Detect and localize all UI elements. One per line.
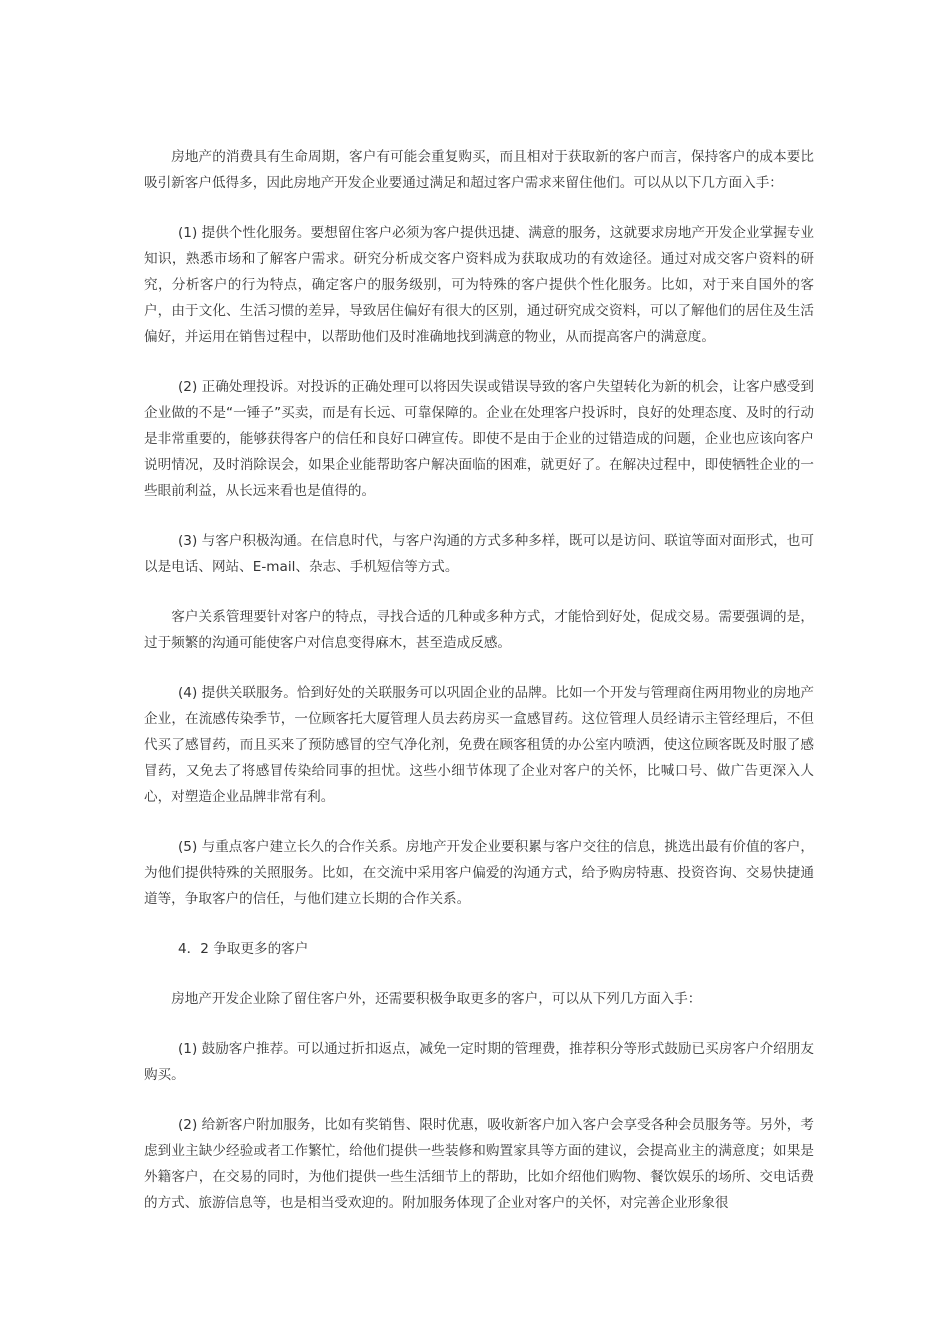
- crm-communication-paragraph: 客户关系管理要针对客户的特点，寻找合适的几种或多种方式，才能恰到好处，促成交易。需要强调的是，过于频繁的沟通可能使客户对信息变得麻木，甚至造成反感。: [144, 609, 814, 651]
- document-body: [144, 144, 814, 1240]
- item-additional-services: (2) 给新客户附加服务，比如有奖销售、限时优惠，吸收新客户加入客户会享受各种会员服务等。另外，考虑到业主缺少经验或者工作繁忙，给他们提供一些装修和购置家具等方面的建议，会提高业主的满意度；如果是外籍客户，在交易的同时，为他们提供一些生活细节上的帮助，比如介绍他们购物、餐饮娱乐的场所、交电话费的方式、旅游信息等，也是相当受欢迎的。附加服务体现了企业对客户的关怀，对完善企业形象很: [144, 1117, 814, 1211]
- item-handle-complaints: (2) 正确处理投诉。对投诉的正确处理可以将因失误或错误导致的客户失望转化为新的机会，让客户感受到企业做的不是“一锤子”买卖，而是有长远、可靠保障的。企业在处理客户投诉时，良好的处理态度、及时的行动是非常重要的，能够获得客户的信任和良好口碑宣传。即使不是由于企业的过错造成的问题，企业也应该向客户说明情况，及时消除误会，如果企业能帮助客户解决面临的困难，就更好了。在解决过程中，即使牺牲企业的一些眼前利益，从长远来看也是值得的。: [144, 379, 814, 499]
- section-heading: 4．2 争取更多的客户: [178, 941, 309, 957]
- intro-paragraph: 房地产的消费具有生命周期，客户有可能会重复购买，而且相对于获取新的客户而言，保持客户的成本要比吸引新客户低得多，因此房地产开发企业要通过满足和超过客户需求来留住他们。可以从以下几方面入手：: [144, 149, 814, 191]
- item-active-communication: (3) 与客户积极沟通。在信息时代，与客户沟通的方式多种多样，既可以是访问、联谊等面对面形式，也可以是电话、网站、E-mail、杂志、手机短信等方式。: [144, 533, 814, 575]
- item-long-term-cooperation: (5) 与重点客户建立长久的合作关系。房地产开发企业要积累与客户交往的信息，挑选出最有价值的客户，为他们提供特殊的关照服务。比如，在交流中采用客户偏爱的沟通方式，给予购房特惠、投资咨询、交易快捷通道等，争取客户的信任，与他们建立长期的合作关系。: [144, 839, 814, 907]
- item-related-services: (4) 提供关联服务。恰到好处的关联服务可以巩固企业的品牌。比如一个开发与管理商住两用物业的房地产企业，在流感传染季节，一位顾客托大厦管理人员去药房买一盒感冒药。这位管理人员经请示主管经理后，不但代买了感冒药，而且买来了预防感冒的空气净化剂，免费在顾客租赁的办公室内喷洒，使这位顾客既及时服了感冒药，又免去了将感冒传染给同事的担忧。这些小细节体现了企业对客户的关怀，比喊口号、做广告更深入人心，对塑造企业品牌非常有利。: [144, 685, 814, 805]
- item-customer-referral: (1) 鼓励客户推荐。可以通过折扣返点，减免一定时期的管理费，推荐积分等形式鼓励已买房客户介绍朋友购买。: [144, 1041, 814, 1083]
- item-personalized-service: (1) 提供个性化服务。要想留住客户必须为客户提供迅捷、满意的服务，这就要求房地产开发企业掌握专业知识，熟悉市场和了解客户需求。研究分析成交客户资料成为获取成功的有效途径。通过对成交客户资料的研究，分析客户的行为特点，确定客户的服务级别，可为特殊的客户提供个性化服务。比如，对于来自国外的客户，由于文化、生活习惯的差异，导致居住偏好有很大的区别，通过研究成交资料，可以了解他们的居住及生活偏好，并运用在销售过程中，以帮助他们及时准确地找到满意的物业，从而提高客户的满意度。: [144, 225, 814, 345]
- section-intro-paragraph: 房地产开发企业除了留住客户外，还需要积极争取更多的客户，可以从下列几方面入手：: [171, 991, 702, 1007]
